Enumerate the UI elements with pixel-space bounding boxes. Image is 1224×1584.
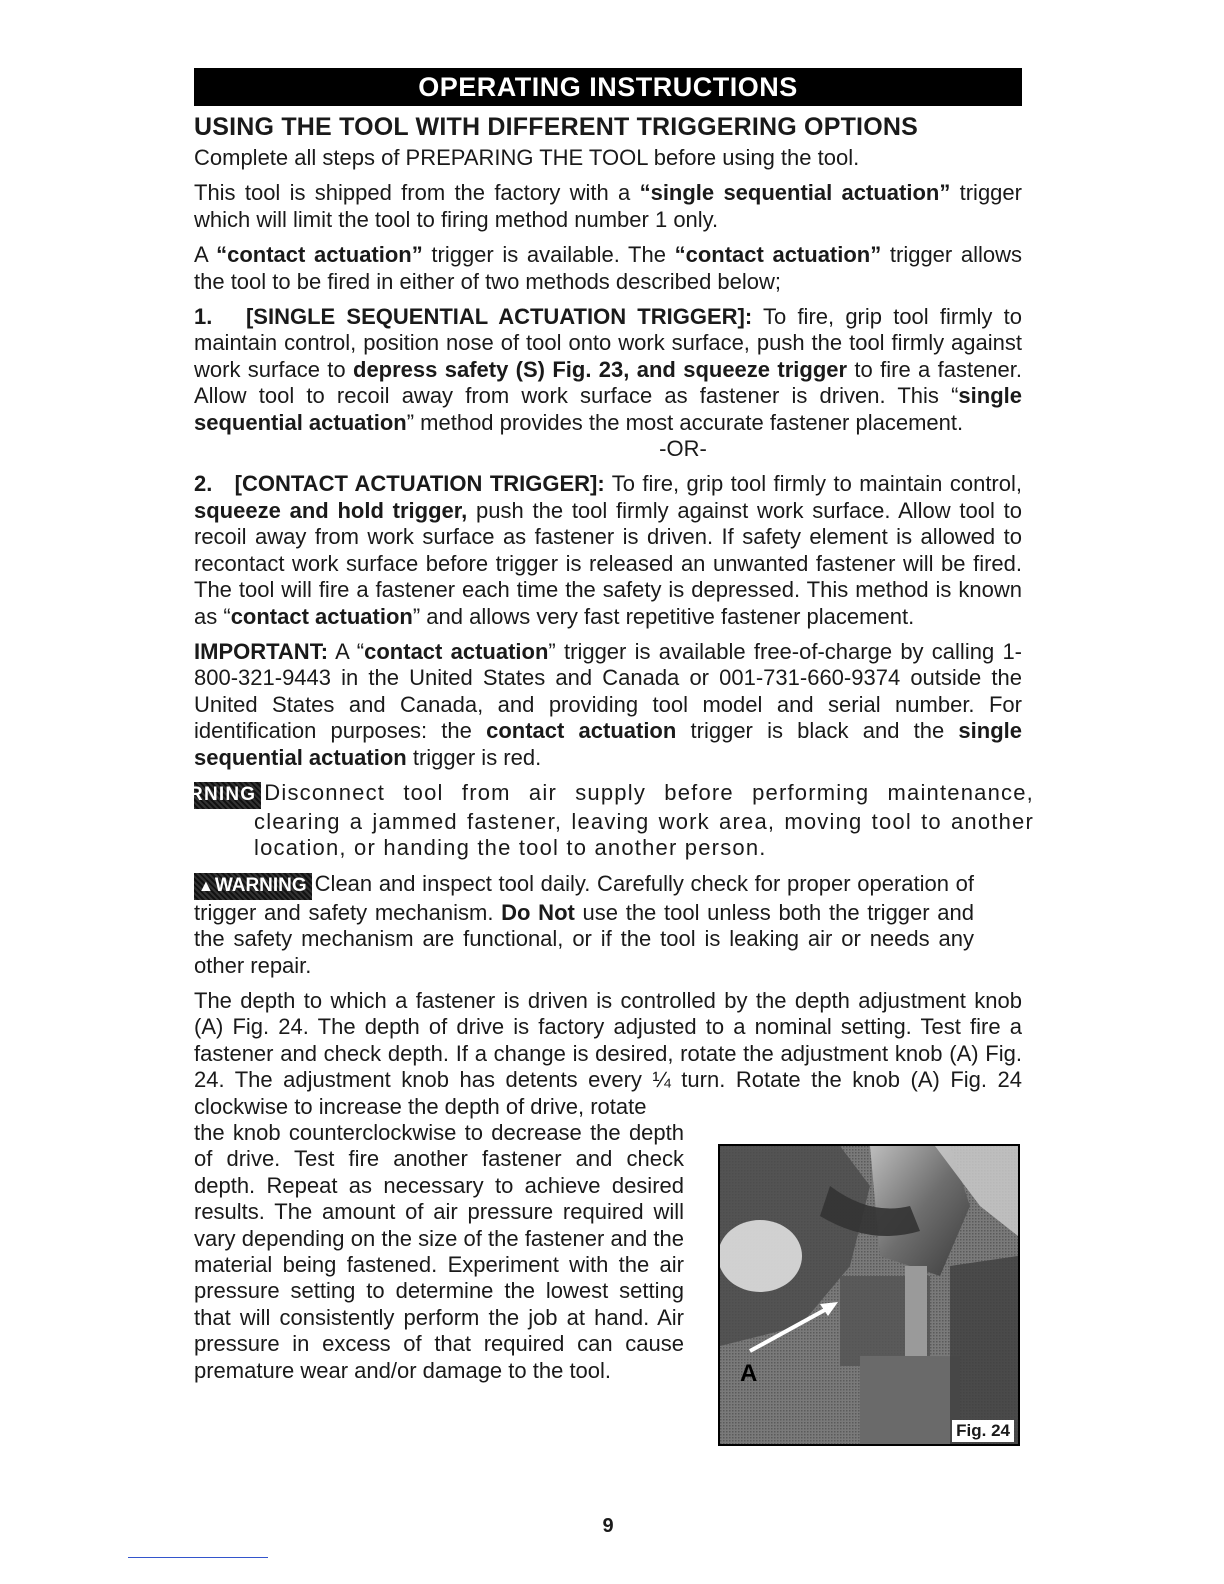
depth-continued-block (194, 1120, 1022, 1440)
paragraph-contact-available: A “contact actuation” trigger is available. The “contact actuation” trigger allows the tool to be fired in either of two methods described below; (194, 242, 1022, 294)
or-separator: -OR- (659, 436, 707, 462)
callout-label-a: A (740, 1360, 758, 1387)
section-banner: OPERATING INSTRUCTIONS (194, 68, 1022, 106)
paragraph-preparing: Complete all steps of PREPARING THE TOOL before using the tool. (194, 145, 860, 170)
warning-badge: ▲WARNING (194, 782, 261, 809)
figure-24 (718, 1144, 1020, 1446)
warning-disconnect: ▲WARNING Disconnect tool from air supply before performing maintenance, clearing a jammed fastener, leaving work area, moving tool to another location, or handing the tool to another person. (138, 779, 1034, 861)
section-subheading: USING THE TOOL WITH DIFFERENT TRIGGERING OPTIONS (194, 113, 918, 141)
warning-inspect: ▲WARNING Clean and inspect tool daily. Carefully check for proper operation of trigger and safety mechanism. Do Not use the tool unless both the trigger and the safety mechanism are functional, or if the tool is leaking air or needs any other repair. (194, 870, 975, 978)
warning-triangle-icon: ▲ (198, 877, 214, 895)
page-number: 9 (602, 1515, 614, 1537)
tool-photo (720, 1146, 1018, 1444)
figure-caption: Fig. 24 (952, 1420, 1014, 1442)
method-two-paragraph: 2. [CONTACT ACTUATION TRIGGER]: To fire, grip tool firmly to maintain control, squeeze and hold trigger, push the tool firmly against work surface. Allow tool to recoil away from work surface as fastener is driven. If safety element is allowed to recontact work surface before trigger is released an unwanted fastener will be fired. The tool will fire a fastener each time the safety is depressed. This method is known as “contact actuation” and allows very fast repetitive fastener placement. (194, 471, 1022, 629)
method-one-paragraph: 1. [SINGLE SEQUENTIAL ACTUATION TRIGGER]: To fire, grip tool firmly to maintain control, position nose of tool onto work surface, push the tool firmly against work surface to depress safety (S) Fig. 23, and squeeze trigger to fire a fastener. Allow tool to recoil away from work surface as fastener is driven. This “single sequential actuation” method provides the most accurate fastener placement. (194, 304, 1023, 435)
bottom-rule (128, 1557, 268, 1558)
depth-paragraph-continued: the knob counterclockwise to decrease the depth of drive. Test fire another fastener and check depth. Repeat as necessary to achieve desired results. The amount of air pressure required will vary depending on the size of the fastener and the material being fastened. Experiment with the air pressure setting to determine the lowest setting that will consistently perform the job at hand. Air pressure in excess of that required can cause premature wear and/or damage to the tool. (194, 1120, 684, 1383)
paragraph-shipped: This tool is shipped from the factory with a “single sequential actuation” trigger which will limit the tool to firing method number 1 only. (194, 180, 1022, 232)
warning-badge: ▲WARNING (194, 873, 312, 900)
depth-paragraph: The depth to which a fastener is driven is controlled by the depth adjustment knob (A) Fig. 24. The depth of drive is factory adjusted to a nominal setting. Test fire a fastener and check depth. If a change is desired, rotate the adjustment knob (A) Fig. 24. The adjustment knob has detents every ¼ turn. Rotate the knob (A) Fig. 24 clockwise to increase the depth of drive, rotate (194, 987, 1022, 1119)
warning-triangle-icon: ▲ (138, 786, 156, 804)
manual-page (138, 68, 1034, 1537)
important-paragraph: IMPORTANT: A “contact actuation” trigger is available free-of-charge by calling 1-800-321-9443 in the United States and Canada or 001-731-660-9374 outside the United States and Canada, and providing tool model and serial number. For identification purposes: the contact actuation trigger is black and the single sequential actuation trigger is red. (194, 638, 1023, 770)
